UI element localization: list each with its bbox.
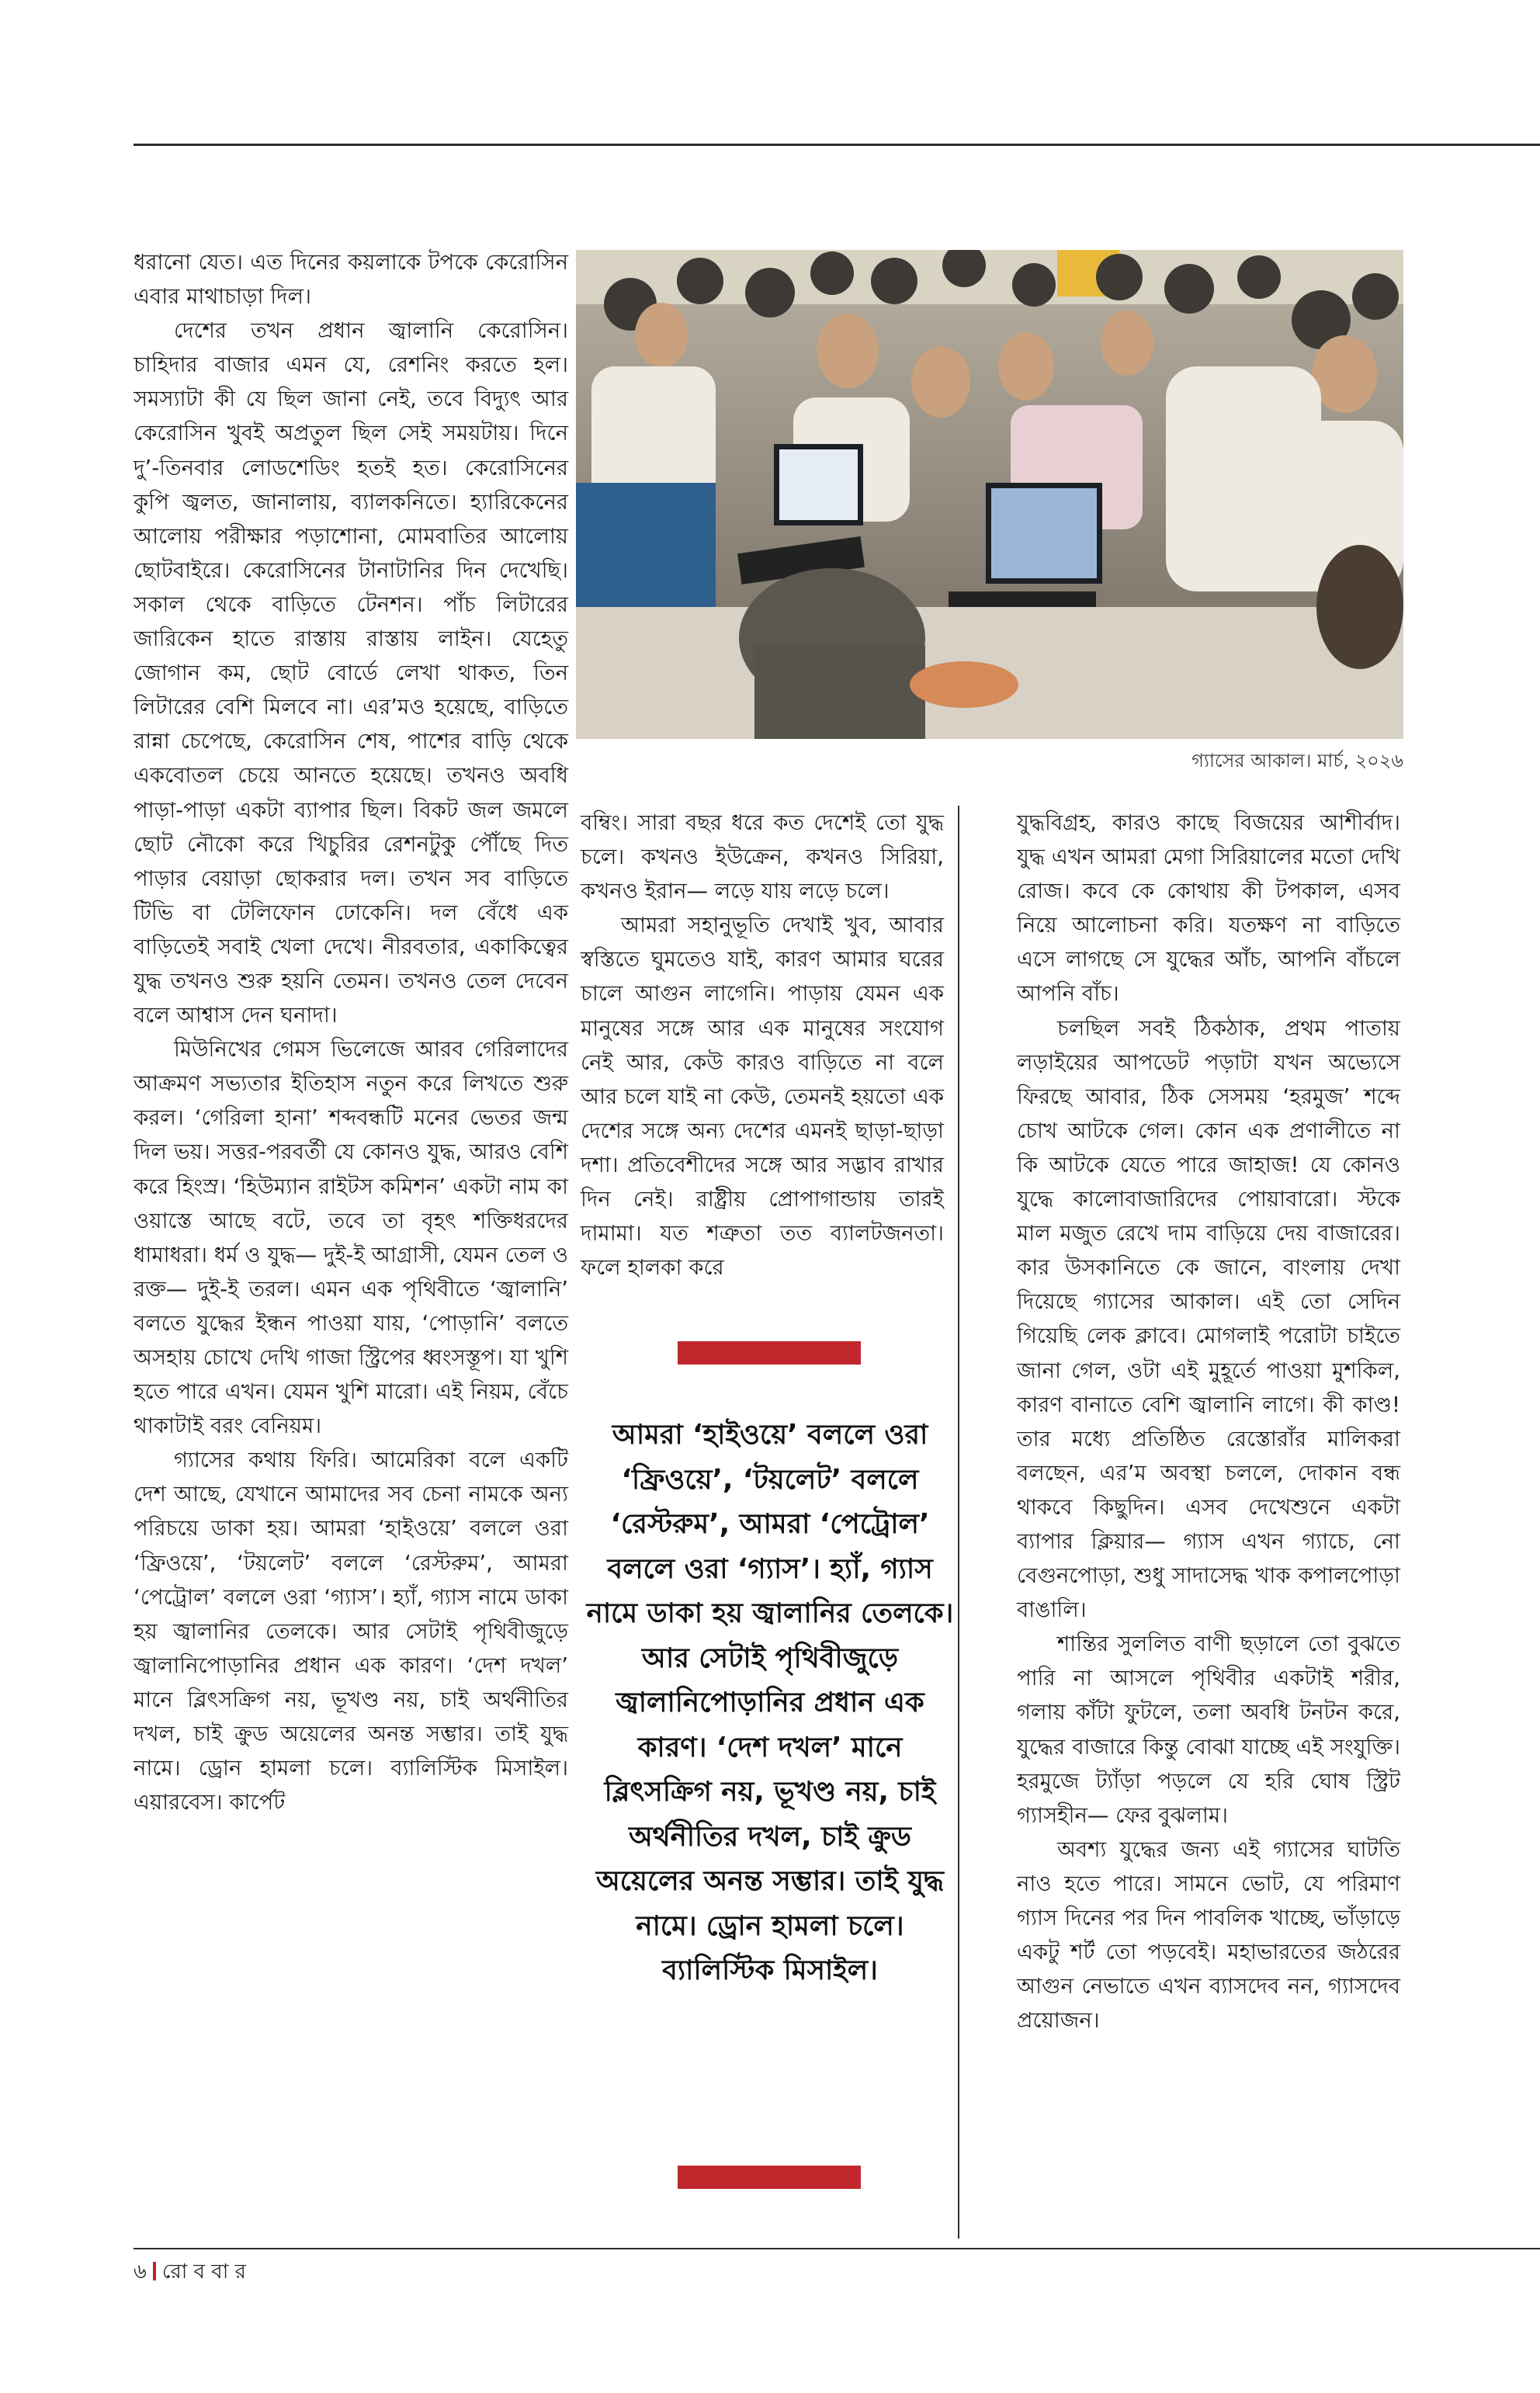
crowd-at-counter-image — [576, 250, 1403, 739]
photo-caption: গ্যাসের আকাল। মার্চ, ২০২৬ — [1191, 750, 1403, 772]
paragraph: শান্তির সুললিত বাণী ছড়ালে তো বুঝতে পারি না আসলে পৃথিবীর একটাই শরীর, গলায় কাঁটা ফুটলে, তলা অবধি টনটন করে, যুদ্ধের বাজারে কিন্তু বোঝা যাচ্ছে এই সংযুক্তি। হরমুজে ট্যাঁড়া পড়লে যে হরি ঘোষ স্ট্রিট গ্যাসহীন— ফের বুঝলাম। — [1017, 1632, 1400, 1828]
paragraph: বম্বিং। সারা বছর ধরে কত দেশেই তো যুদ্ধ চলে। কখনও ইউক্রেন, কখনও সিরিয়া, কখনও ইরান— লড়ে যায় লড়ে চলে। — [581, 810, 944, 904]
news-photo — [576, 250, 1403, 739]
paragraph: ধরানো যেত। এত দিনের কয়লাকে টপকে কেরোসিন এবার মাথাচাড়া দিল। — [134, 250, 568, 310]
paragraph: দেশের তখন প্রধান জ্বালানি কেরোসিন। চাহিদার বাজার এমন যে, রেশনিং করতে হল। সমস্যাটা কী যে ছিল জানা নেই, তবে বিদ্যুৎ আর কেরোসিন খুবই অপ্রতুল ছিল সেই সময়টায়। দিনে দু’-তিনবার লোডশেডিং হতই হত। কেরোসিনের কুপি জ্বলত, জানালায়, ব্যালকনিতে। হ্যারিকেনের আলোয় পরীক্ষার পড়াশোনা, মোমবাতির আলোয় ছোটবাইরে। কেরোসিনের টানাটানির দিন দেখেছি। সকাল থেকে বাড়িতে টেনশন। পাঁচ লিটারের জারিকেন হাতে রাস্তায় রাস্তায় লাইন। যেহেতু জোগান কম, ছোট বোর্ডে লেখা থাকত, তিন লিটারের বেশি মিলবে না। এর’মও হয়েছে, বাড়িতে রান্না চেপেছে, কেরোসিন শেষ, পাশের বাড়ি থেকে একবোতল চেয়ে আনতে হয়েছে। তখনও অবধি পাড়া-পাড়া একটা ব্যাপার ছিল। বিকট জল জমলে ছোট নৌকো করে খিচুরির রেশনটুকু পৌঁছে দিত পাড়ার বেয়াড়া ছোকরার দল। তখন সব বাড়িতে টিভি বা টেলিফোন ঢোকেনি। দল বেঁধে এক বাড়িতেই সবাই খেলা দেখে। নীরবতার, একাকিত্বের যুদ্ধ তখনও শুরু হয়নি তেমন। তখনও তেল দেবেন বলে আশ্বাস দেন ঘনাদা। — [134, 318, 568, 1028]
paragraph: অবশ্য যুদ্ধের জন্য এই গ্যাসের ঘাটতি নাও হতে পারে। সামনে ভোট, যে পরিমাণ গ্যাস দিনের পর দিন পাবলিক খাচ্ছে, ভাঁড়াড়ে একটু শর্ট তো পড়বেই। মহাভারতের জঠরের আগুন নেভাতে এখন ব্যাসদেব নন, গ্যাসদেব প্রয়োজন। — [1017, 1836, 1400, 2034]
pull-quote-box — [581, 1341, 959, 2234]
page-footer — [134, 2256, 246, 2290]
pull-quote-top-bar — [678, 1341, 861, 1365]
article-column-1 — [134, 245, 568, 1819]
bottom-rule — [134, 2248, 1540, 2249]
article-column-3 — [1017, 806, 1400, 2038]
page-number: ৬ — [134, 2260, 147, 2284]
pull-quote-text: আমরা ‘হাইওয়ে’ বললে ওরা ‘ফ্রিওয়ে’, ‘টয়লেট’ বললে ‘রেস্টরুম’, আমরা ‘পেট্রোল’ বললে ওরা ‘গ্যাস’। হ্যাঁ, গ্যাস নামে ডাকা হয় জ্বালানির তেলকে। আর সেটাই পৃথিবীজুড়ে জ্বালানিপোড়ানির প্রধান এক কারণ। ‘দেশ দখল’ মানে ব্লিৎসক্রিগ নয়, ভূখণ্ড নয়, চাই অর্থনীতির দখল, চাই ক্রুড অয়েলের অনন্ত সম্ভার। তাই যুদ্ধ নামে। ড্রোন হামলা চলে। ব্যালিস্টিক মিসাইল। — [586, 1419, 954, 1986]
paragraph: মিউনিখের গেমস ভিলেজে আরব গেরিলাদের আক্রমণ সভ্যতার ইতিহাস নতুন করে লিখতে শুরু করল। ‘গেরিলা হানা’ শব্দবন্ধটি মনের ভেতর জন্ম দিল ভয়। সত্তর-পরবর্তী যে কোনও যুদ্ধ, আরও বেশি করে হিংস্র। ‘হিউম্যান রাইটস কমিশন’ একটা নাম কা ওয়াস্তে আছে বটে, তবে তা বৃহৎ শক্তিধরদের ধামাধরা। ধর্ম ও যুদ্ধ— দুই-ই আগ্রাসী, যেমন তেল ও রক্ত— দুই-ই তরল। এমন এক পৃথিবীতে ‘জ্বালানি’ বলতে যুদ্ধের ইন্ধন পাওয়া যায়, ‘পোড়ানি’ বলতে অসহায় চোখে দেখি গাজা স্ট্রিপের ধ্বংসস্তূপ। যা খুশি হতে পারে এখন। যেমন খুশি মারো। এই নিয়ম, বেঁচে থাকাটাই বরং বেনিয়ম। — [134, 1037, 568, 1439]
section-name: রো ব বা র — [161, 2260, 246, 2284]
paragraph: চলছিল সবই ঠিকঠাক, প্রথম পাতায় লড়াইয়ের আপডেট পড়াটা যখন অভ্যেসে ফিরছে আবার, ঠিক সেসময় ‘হরমুজ’ শব্দে চোখ আটকে গেল। কোন এক প্রণালীতে না কি আটকে যেতে পারে জাহাজ! যে কোনও যুদ্ধে কালোবাজারিদের পোয়াবারো। স্টকে মাল মজুত রেখে দাম বাড়িয়ে দেয় বাজারের। কার উসকানিতে কে জানে, বাংলায় দেখা দিয়েছে গ্যাসের আকাল। এই তো সেদিন গিয়েছি লেক ক্লাবে। মোগলাই পরোটা চাইতে জানা গেল, ওটা এই মুহূর্তে পাওয়া মুশকিল, কারণ বানাতে বেশি জ্বালানি লাগে। কী কাণ্ড! তার মধ্যে প্রতিষ্ঠিত রেস্তোরাঁর মালিকরা বলছেন, এর’ম অবস্থা চললে, দোকান বন্ধ থাকবে কিছুদিন। এসব দেখেশুনে একটা ব্যাপার ক্লিয়ার— গ্যাস এখন গ্যাচে, নো বেগুনপোড়া, শুধু সাদাসেদ্ধ খাক কপালপোড়া বাঙালি। — [1017, 1015, 1400, 1623]
top-rule — [134, 144, 1540, 146]
footer-separator — [153, 2262, 156, 2280]
article-column-2 — [581, 806, 944, 1285]
paragraph: যুদ্ধবিগ্রহ, কারও কাছে বিজয়ের আশীর্বাদ। যুদ্ধ এখন আমরা মেগা সিরিয়ালের মতো দেখি রোজ। কবে কে কোথায় কী টপকাল, এসব নিয়ে আলোচনা করি। যতক্ষণ না বাড়িতে এসে লাগছে সে যুদ্ধের আঁচ, আপনি বাঁচলে আপনি বাঁচ। — [1017, 810, 1400, 1007]
paragraph: আমরা সহানুভূতি দেখাই খুব, আবার স্বস্তিতে ঘুমতেও যাই, কারণ আমার ঘরের চালে আগুন লাগেনি। পাড়ায় যেমন এক মানুষের সঙ্গে আর এক মানুষের সংযোগ নেই আর, কেউ কারও বাড়িতে না বলে আর চলে যাই না কেউ, তেমনই হয়তো এক দেশের সঙ্গে অন্য দেশের এমনই ছাড়া-ছাড়া দশা। প্রতিবেশীদের সঙ্গে আর সদ্ভাব রাখার দিন নেই। রাষ্ট্রীয় প্রোপাগান্ডায় তারই দামামা। যত শত্রুতা তত ব্যালটজনতা। ফলে হালকা করে — [581, 913, 944, 1281]
paragraph: গ্যাসের কথায় ফিরি। আমেরিকা বলে একটি দেশ আছে, যেখানে আমাদের সব চেনা নামকে অন্য পরিচয়ে ডাকা হয়। আমরা ‘হাইওয়ে’ বললে ওরা ‘ফ্রিওয়ে’, ‘টয়লেট’ বললে ‘রেস্টরুম’, আমরা ‘পেট্রোল’ বললে ওরা ‘গ্যাস’। হ্যাঁ, গ্যাস নামে ডাকা হয় জ্বালানির তেলকে। আর সেটাই পৃথিবীজুড়ে জ্বালানিপোড়ানির প্রধান এক কারণ। ‘দেশ দখল’ মানে ব্লিৎসক্রিগ নয়, ভূখণ্ড নয়, চাই অর্থনীতির দখল, চাই ক্রুড অয়েলের অনন্ত সম্ভার। তাই যুদ্ধ নামে। ড্রোন হামলা চলে। ব্যালিস্টিক মিসাইল। এয়ারবেস। কার্পেট — [134, 1448, 568, 1816]
pull-quote-bottom-bar — [678, 2166, 861, 2189]
